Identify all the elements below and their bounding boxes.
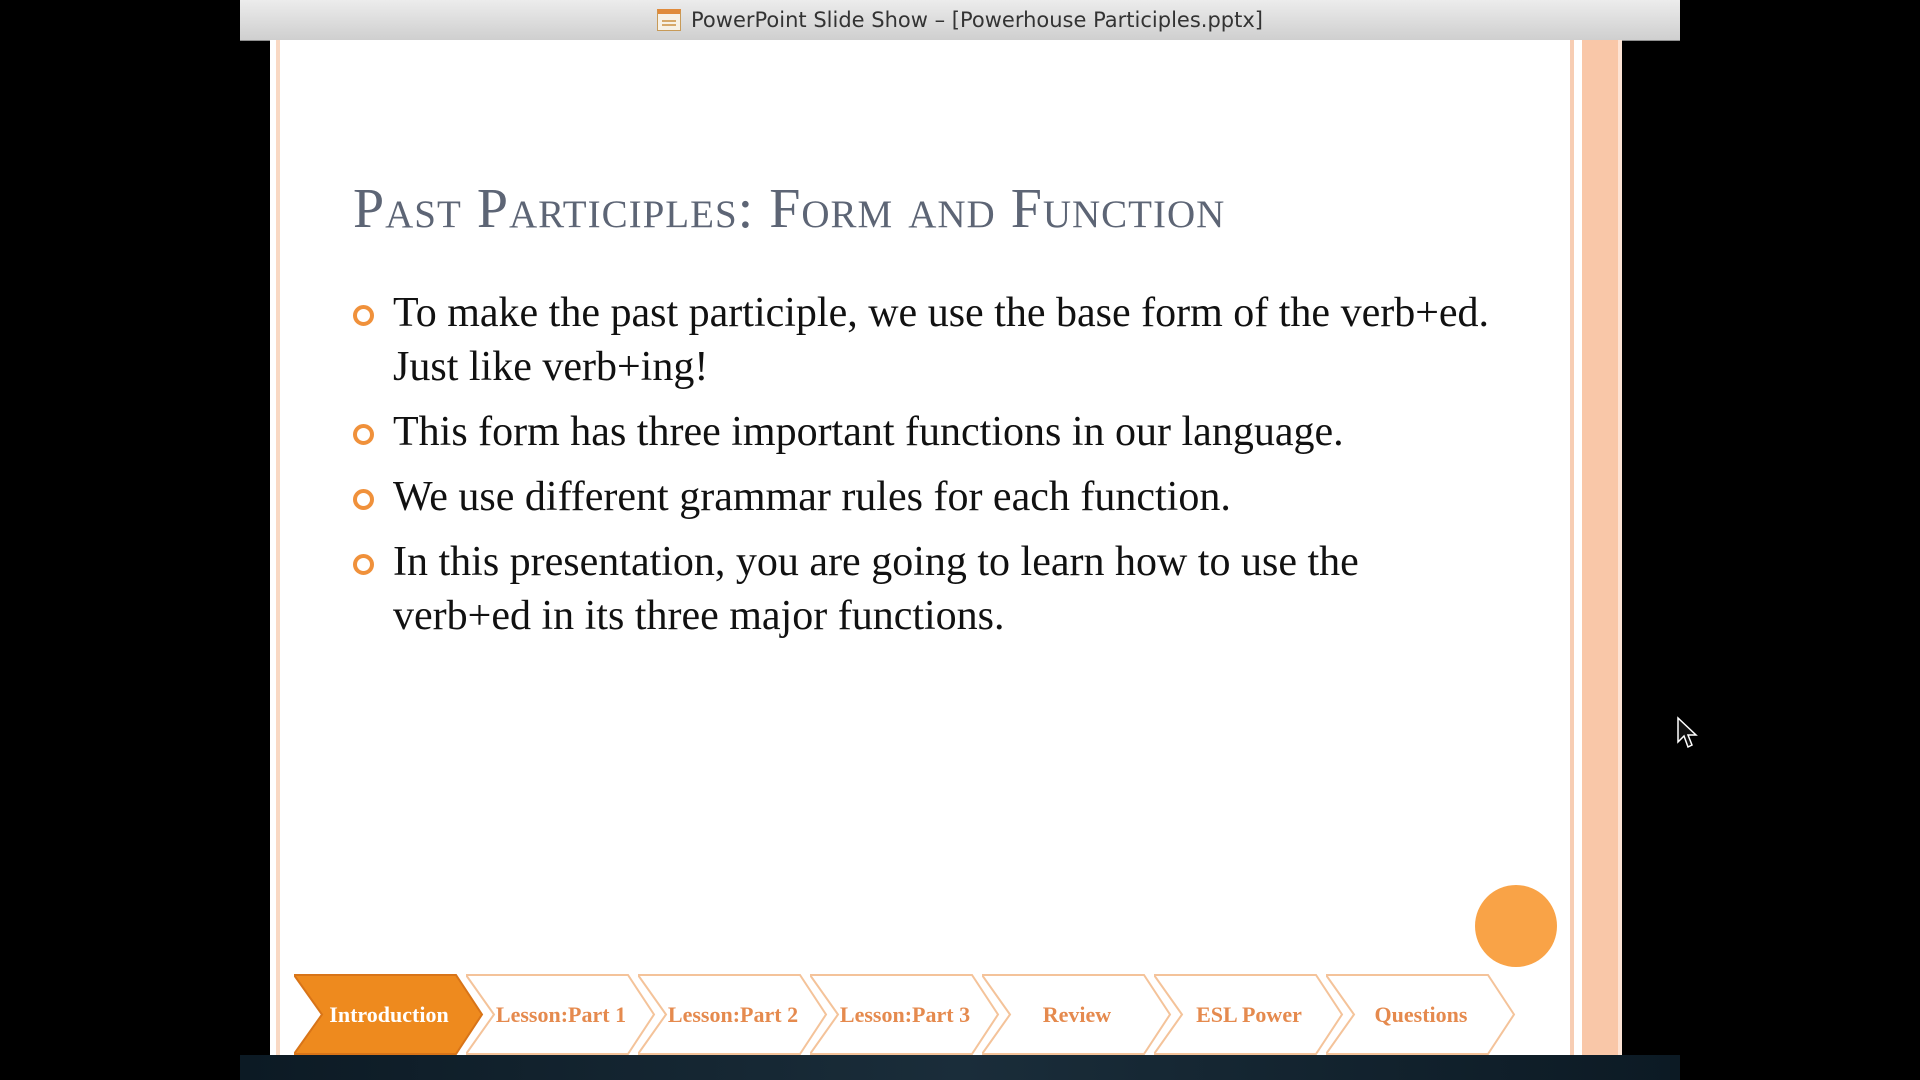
hollow-circle-bullet-icon [353,424,374,445]
bullet-text: This form has three important functions in our language. [393,409,1344,455]
nav-tab-3[interactable] [638,974,828,1055]
bullet-item [353,535,1503,643]
bullet-text: We use different grammar rules for each function. [393,474,1231,520]
nav-tab-label-line1: Lesson: [839,1001,913,1027]
hollow-circle-bullet-icon [353,305,374,326]
nav-tab-label-line1: Introduction [329,1001,449,1027]
nav-tab-label [1182,974,1316,1055]
desktop-background-strip [240,1055,1680,1080]
slide-title: Past Participles: Form and Function [353,178,1226,240]
bullet-item [353,286,1503,394]
nav-tab-label-line1: Lesson: [495,1001,569,1027]
window-titlebar[interactable] [240,0,1680,41]
hollow-circle-bullet-icon [353,489,374,510]
nav-tab-label-line2: Part 1 [568,1001,627,1027]
nav-tab-label [1010,974,1144,1055]
bullet-text: In this presentation, you are going to learn how to use the verb+ed in its three major functions. [393,539,1359,639]
powerpoint-document-icon [657,9,681,31]
nav-tab-label [322,974,456,1055]
nav-tab-label-line1: Review [1042,1001,1112,1027]
left-decorative-stripe [270,40,286,1055]
bullet-list [353,286,1503,654]
slide[interactable] [270,40,1622,1055]
nav-tab-5[interactable] [982,974,1172,1055]
nav-tab-6[interactable] [1154,974,1344,1055]
bullet-item [353,405,1503,459]
nav-tab-label-line1: ESL Power [1196,1001,1302,1027]
bullet-text: To make the past participle, we use the base form of the verb+ed. Just like verb+ing! [393,290,1490,390]
nav-tab-1[interactable] [294,974,484,1055]
nav-tab-label-line2: Part 3 [912,1001,971,1027]
right-decorative-stripes [1562,40,1622,1055]
mouse-pointer-icon [1676,716,1700,750]
nav-tab-label-line1: Lesson: [667,1001,741,1027]
nav-tab-label-line1: Questions [1374,1001,1468,1027]
nav-tab-2[interactable] [466,974,656,1055]
orange-circle-decoration [1475,885,1557,967]
slide-navigation-bar [294,974,1594,1055]
nav-tab-label [666,974,800,1055]
nav-tab-label [494,974,628,1055]
bullet-item [353,470,1503,524]
nav-tab-4[interactable] [810,974,1000,1055]
hollow-circle-bullet-icon [353,554,374,575]
window-title: PowerPoint Slide Show – [Powerhouse Participles.pptx] [691,8,1263,32]
nav-tab-label [1354,974,1488,1055]
slideshow-window [240,0,1680,1080]
nav-tab-label [838,974,972,1055]
nav-tab-label-line2: Part 2 [740,1001,799,1027]
nav-tab-7[interactable] [1326,974,1516,1055]
